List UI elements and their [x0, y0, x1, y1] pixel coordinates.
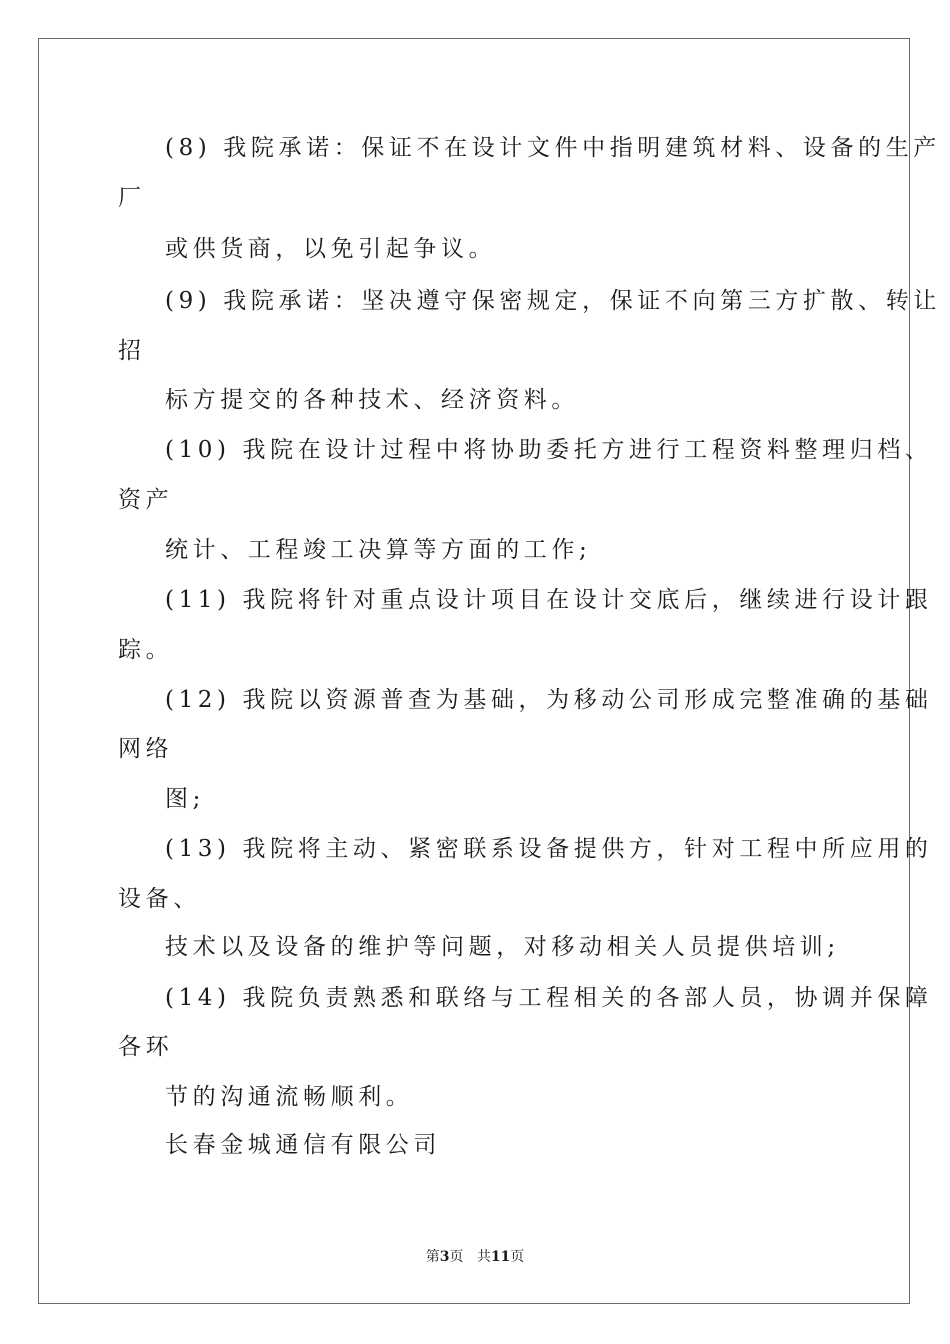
- text-line: (10) 我院在设计过程中将协助委托方进行工程资料整理归档、: [165, 437, 933, 463]
- text-line: (9) 我院承诺：坚决遵守保密规定，保证不向第三方扩散、转让: [165, 288, 941, 314]
- text-line: (13) 我院将主动、紧密联系设备提供方，针对工程中所应用的: [165, 836, 933, 862]
- page-suffix: 页: [449, 1249, 464, 1265]
- text-line: 设备、: [118, 886, 201, 912]
- text-line: (11) 我院将针对重点设计项目在设计交底后，继续进行设计跟: [165, 587, 933, 613]
- text-line: 标方提交的各种技术、经济资料。: [165, 387, 579, 413]
- text-line: 厂: [118, 185, 146, 211]
- total-suffix: 页: [510, 1249, 525, 1265]
- text-line: (14) 我院负责熟悉和联络与工程相关的各部人员，协调并保障: [165, 985, 933, 1011]
- text-line: 资产: [118, 487, 174, 513]
- page-prefix: 第: [425, 1249, 440, 1265]
- text-line: 踪。: [118, 637, 174, 663]
- text-line: (12) 我院以资源普查为基础，为移动公司形成完整准确的基础: [165, 687, 933, 713]
- total-pages: 11: [490, 1249, 511, 1265]
- total-prefix: 共: [476, 1249, 491, 1265]
- text-line: 图;: [165, 786, 205, 812]
- page-number: 3: [439, 1249, 450, 1265]
- text-line: 统计、工程竣工决算等方面的工作;: [165, 537, 592, 563]
- page-footer: [0, 1247, 950, 1267]
- text-line: 技术以及设备的维护等问题，对移动相关人员提供培训;: [165, 934, 840, 960]
- text-line: 各环: [118, 1034, 174, 1060]
- text-line: (8) 我院承诺：保证不在设计文件中指明建筑材料、设备的生产: [165, 135, 941, 161]
- text-line: 招: [118, 338, 146, 364]
- text-line: 网络: [118, 736, 174, 762]
- company-signature: 长春金城通信有限公司: [165, 1132, 441, 1158]
- text-line: 或供货商，以免引起争议。: [165, 236, 497, 262]
- text-line: 节的沟通流畅顺利。: [165, 1084, 414, 1110]
